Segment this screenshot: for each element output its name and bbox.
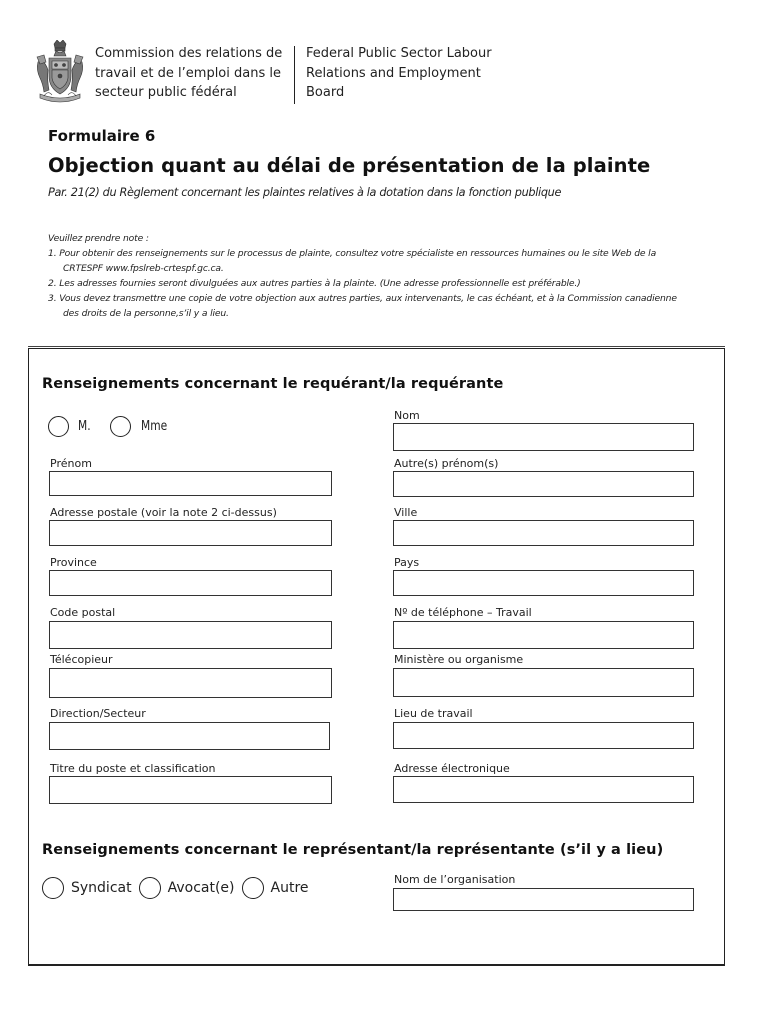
label-ville: Ville [394, 506, 418, 519]
radio-m-label: M. [78, 419, 91, 434]
label-adresse: Adresse postale (voir la note 2 ci-dessus) [50, 506, 277, 519]
radio-syndicat-label: Syndicat [71, 880, 132, 896]
label-adresse-electronique: Adresse électronique [394, 762, 510, 775]
title-radio-group [48, 416, 173, 437]
coat-of-arms-icon [34, 40, 86, 106]
note-1: 1. Pour obtenir des renseignements sur le processus de plainte, consultez votre spécialiste en ressources humaines ou le site Web de la CRTESPF www.fpslreb-crtespf.gc.ca. [48, 248, 657, 274]
input-ville[interactable] [393, 520, 694, 546]
input-direction[interactable] [49, 722, 330, 750]
label-ministere: Ministère ou organisme [394, 653, 524, 666]
input-pays[interactable] [393, 570, 694, 596]
input-nom[interactable] [393, 423, 694, 451]
form-title: Objection quant au délai de présentation de la plainte [48, 154, 651, 177]
radio-avocat[interactable] [139, 877, 161, 899]
radio-syndicat[interactable] [42, 877, 64, 899]
label-code-postal: Code postal [50, 606, 116, 619]
input-ministere[interactable] [393, 668, 694, 697]
input-prenom[interactable] [49, 471, 332, 496]
representative-heading: Renseignements concernant le représentant/la représentante (s’il y a lieu) [42, 842, 664, 858]
form-number: Formulaire 6 [48, 127, 156, 145]
input-telephone[interactable] [393, 621, 694, 649]
label-pays: Pays [394, 556, 420, 569]
input-adresse-electronique[interactable] [393, 776, 694, 803]
input-code-postal[interactable] [49, 621, 332, 649]
label-telecopieur: Télécopieur [50, 653, 113, 666]
representative-radio-group [42, 877, 309, 899]
label-lieu-travail: Lieu de travail [394, 707, 473, 720]
radio-autre-label: Autre [270, 880, 309, 896]
input-organisation[interactable] [393, 888, 694, 911]
org-name-en: Federal Public Sector Labour Relations and Employment Board [306, 46, 492, 100]
notes-intro: Veuillez prendre note : [48, 233, 149, 244]
note-2: 2. Les adresses fournies seront divulguées aux autres parties à la plainte. (Une adresse professionnelle est préférable.) [48, 278, 581, 289]
label-telephone: Nº de téléphone – Travail [394, 606, 532, 619]
header-divider [294, 46, 295, 104]
radio-mme-label: Mme [141, 419, 168, 434]
org-name-fr: Commission des relations de travail et de l’emploi dans le secteur public fédéral [95, 46, 283, 100]
input-telecopieur[interactable] [49, 668, 332, 698]
label-direction: Direction/Secteur [50, 707, 146, 720]
complainant-heading: Renseignements concernant le requérant/la requérante [42, 376, 504, 392]
input-adresse[interactable] [49, 520, 332, 546]
note-3: 3. Vous devez transmettre une copie de votre objection aux autres parties, aux intervenants, le cas échéant, et à la Commission canadienne des droits de la personne,s’il y a lieu. [48, 293, 677, 319]
section-top-rule [28, 346, 725, 347]
radio-avocat-label: Avocat(e) [167, 880, 235, 896]
input-province[interactable] [49, 570, 332, 596]
label-titre-poste: Titre du poste et classification [50, 762, 216, 775]
radio-m[interactable] [48, 416, 69, 437]
form-subtitle: Par. 21(2) du Règlement concernant les plaintes relatives à la dotation dans la fonction publique [48, 186, 562, 199]
label-prenom: Prénom [50, 457, 92, 470]
label-province: Province [50, 556, 97, 569]
input-autres-prenoms[interactable] [393, 471, 694, 497]
radio-mme[interactable] [110, 416, 131, 437]
input-lieu-travail[interactable] [393, 722, 694, 749]
radio-autre[interactable] [242, 877, 264, 899]
label-nom: Nom [394, 409, 420, 422]
label-autres-prenoms: Autre(s) prénom(s) [394, 457, 499, 470]
notes [48, 231, 688, 321]
label-organisation: Nom de l’organisation [394, 873, 516, 886]
input-titre-poste[interactable] [49, 776, 332, 804]
